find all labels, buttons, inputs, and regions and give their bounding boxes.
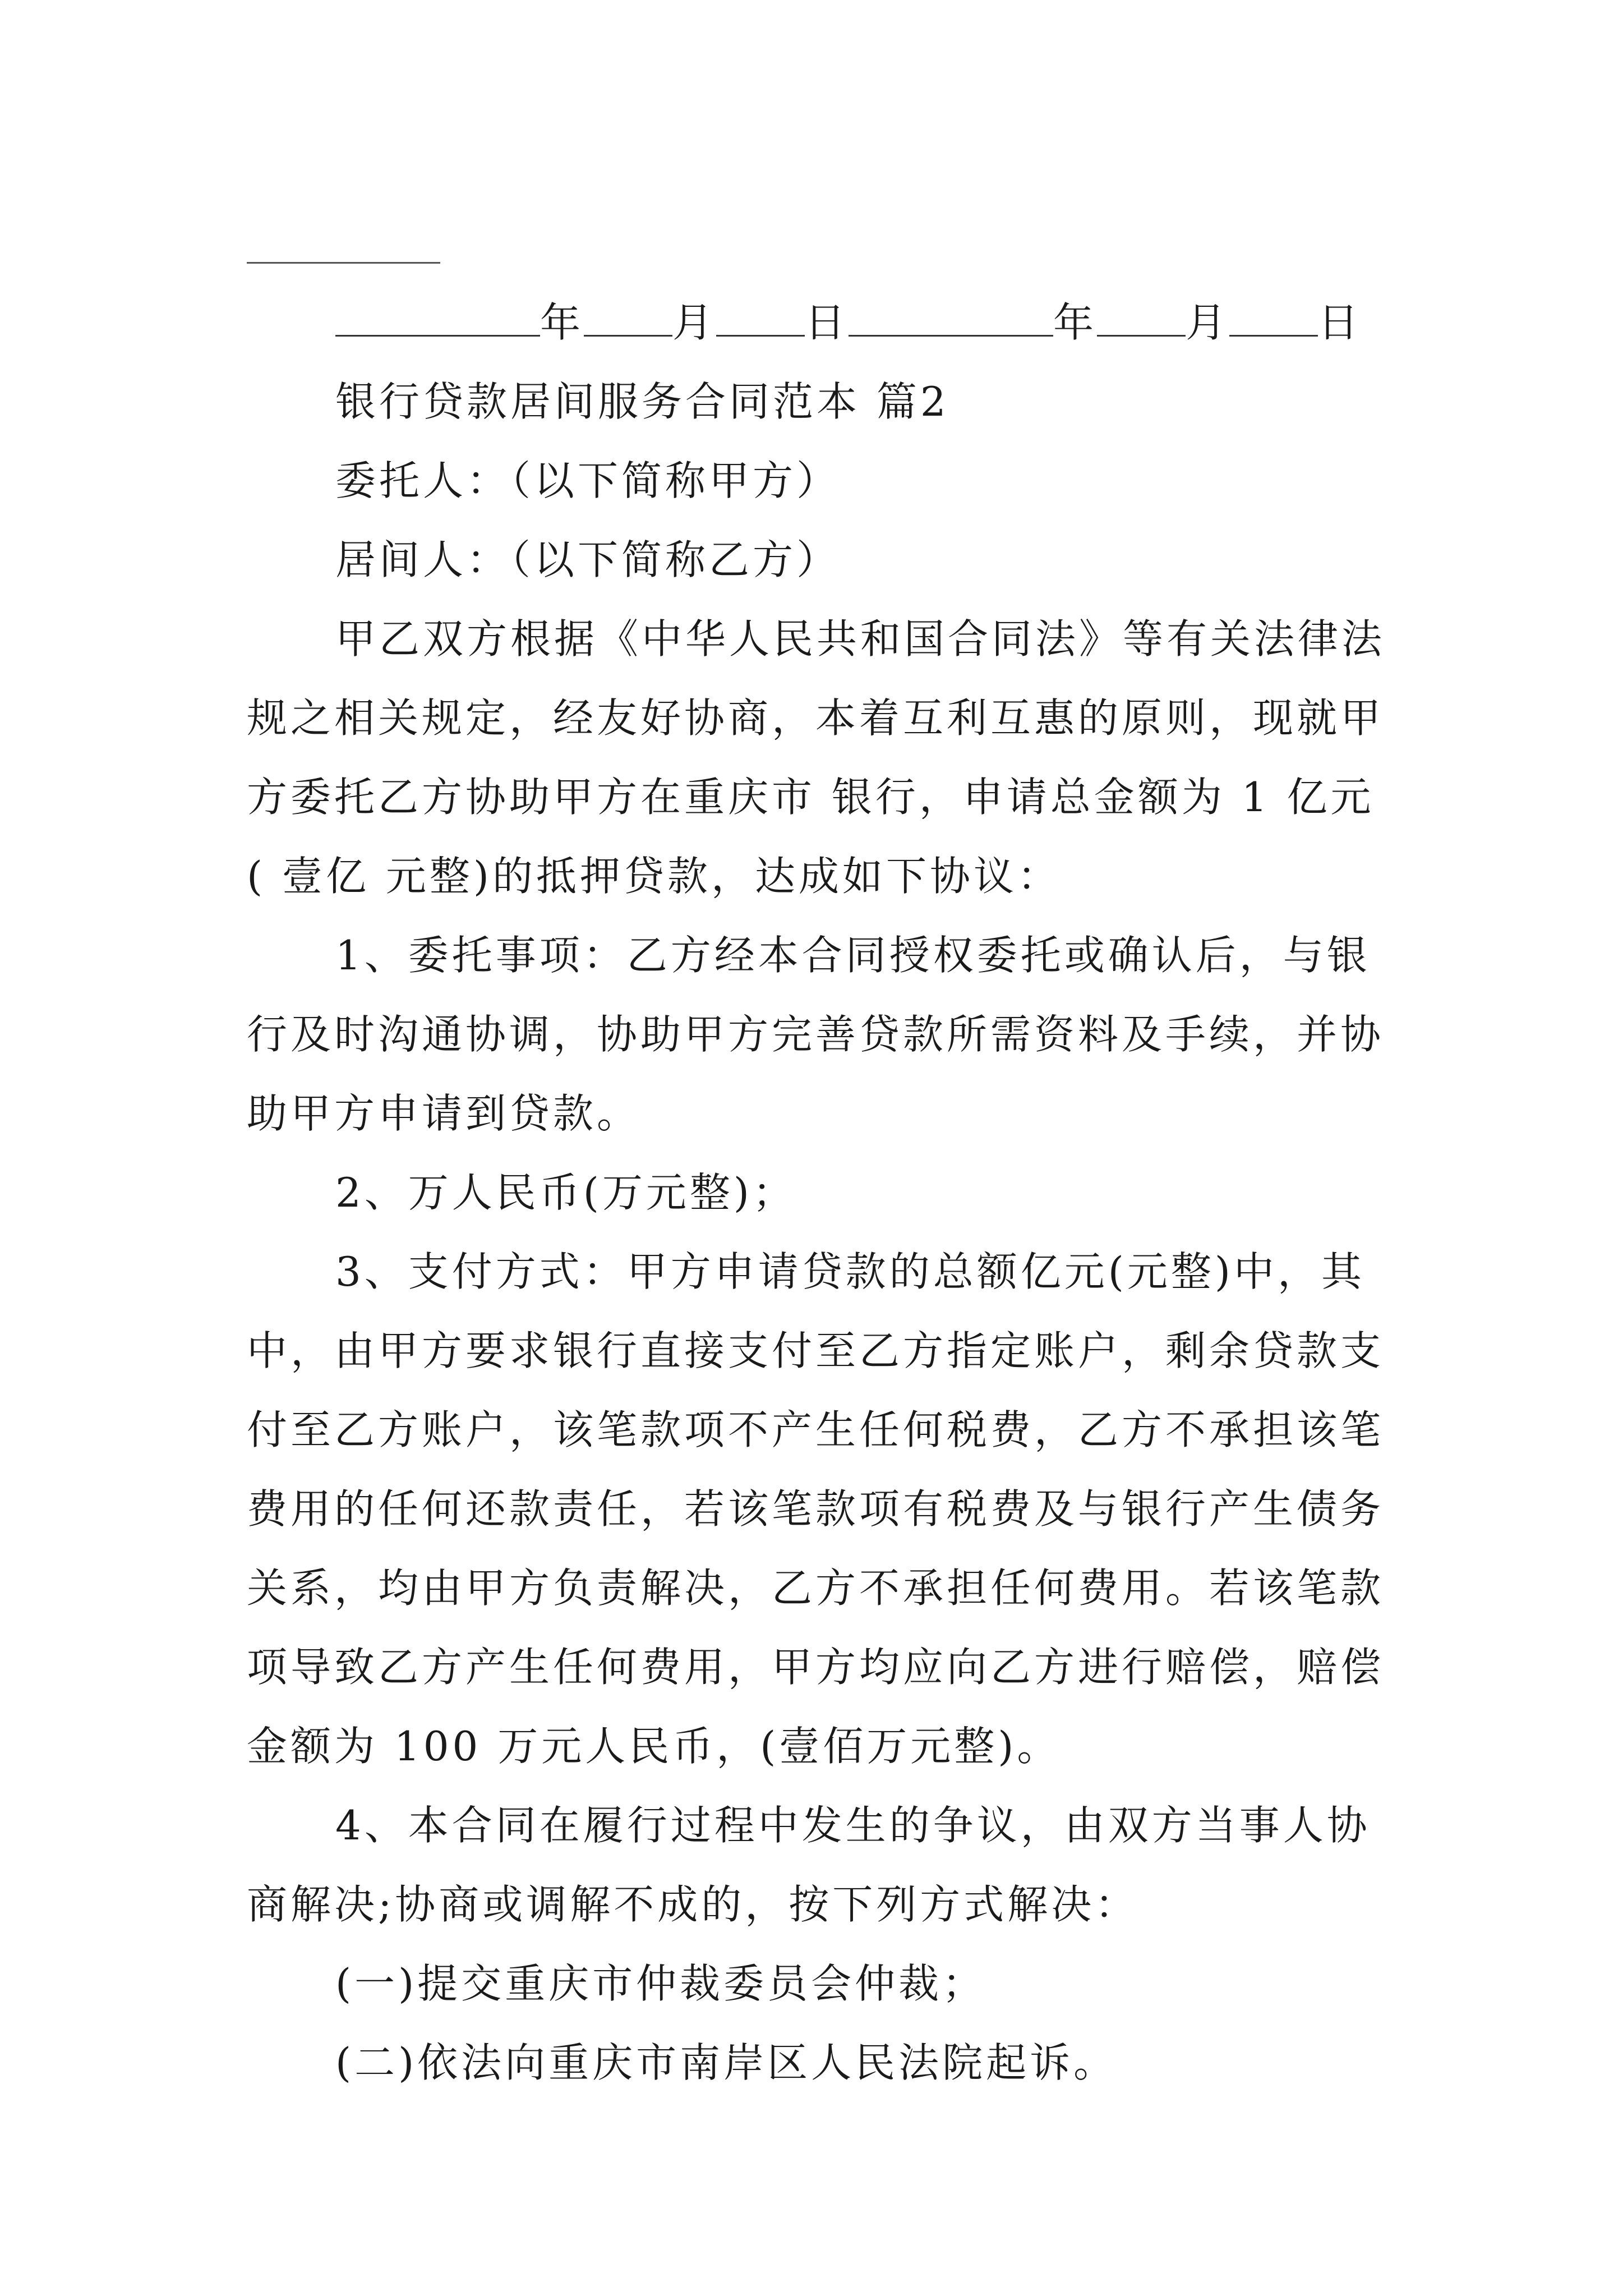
preamble-line: 甲乙双方根据《中华人民共和国合同法》等有关法律法 (335, 615, 1386, 662)
resolution-option: (二)依法向重庆市南岸区人民法院起诉。 (335, 2039, 1118, 2086)
contract-body (247, 283, 1391, 2102)
clause-3-line: 3、支付方式：甲方申请贷款的总额亿元(元整)中，其 (335, 1248, 1365, 1295)
clause-1-line: 1、委托事项：乙方经本合同授权委托或确认后，与银 (335, 932, 1371, 979)
clause-1-line: 助甲方申请到贷款。 (247, 1090, 641, 1137)
day-blank (716, 296, 805, 337)
preamble-line: ( 壹亿 元整)的抵押贷款，达成如下协议： (247, 853, 1061, 900)
section-title: 银行贷款居间服务合同范本 篇2 (335, 378, 949, 425)
clause-3-line: 中，由甲方要求银行直接支付至乙方指定账户，剩余贷款支 (247, 1327, 1385, 1374)
year-blank (335, 296, 540, 337)
clause-1-line: 行及时沟通协调，协助甲方完善贷款所需资料及手续，并协 (247, 1011, 1385, 1058)
clause-4-line: 4、本合同在履行过程中发生的争议，由双方当事人协 (335, 1802, 1371, 1849)
clause-3-line: 付至乙方账户，该笔款项不产生任何税费，乙方不承担该笔 (247, 1406, 1385, 1453)
clause-3-line: 费用的任何还款责任，若该笔款项有税费及与银行产生债务 (247, 1485, 1385, 1533)
date-line: 年 月 日 年 月 日 (247, 283, 1391, 362)
preamble-line: 方委托乙方协助甲方在重庆市 银行，申请总金额为 1 亿元 (247, 774, 1375, 821)
month-blank (584, 296, 672, 337)
clause-3-line: 项导致乙方产生任何费用，甲方均应向乙方进行赔偿，赔偿 (247, 1644, 1385, 1691)
intermediary-line: 居间人：（以下简称乙方） (335, 536, 841, 583)
month-blank-2 (1097, 296, 1186, 337)
signature-rule (247, 262, 440, 264)
clause-3-line: 关系，均由甲方负责解决，乙方不承担任何费用。若该笔款 (247, 1565, 1385, 1612)
client-line: 委托人：（以下简称甲方） (335, 457, 841, 504)
day-blank-2 (1229, 296, 1318, 337)
year-blank-2 (849, 296, 1053, 337)
preamble-line: 规之相关规定，经友好协商，本着互利互惠的原则，现就甲 (247, 694, 1385, 742)
clause-3-line: 金额为 100 万元人民币，(壹佰万元整)。 (247, 1723, 1061, 1770)
clause-4-line: 商解决;协商或调解不成的，按下列方式解决： (247, 1881, 1139, 1928)
resolution-option: (一)提交重庆市仲裁委员会仲裁； (335, 1960, 986, 2007)
clause-2-line: 2、万人民币(万元整)； (335, 1169, 796, 1216)
